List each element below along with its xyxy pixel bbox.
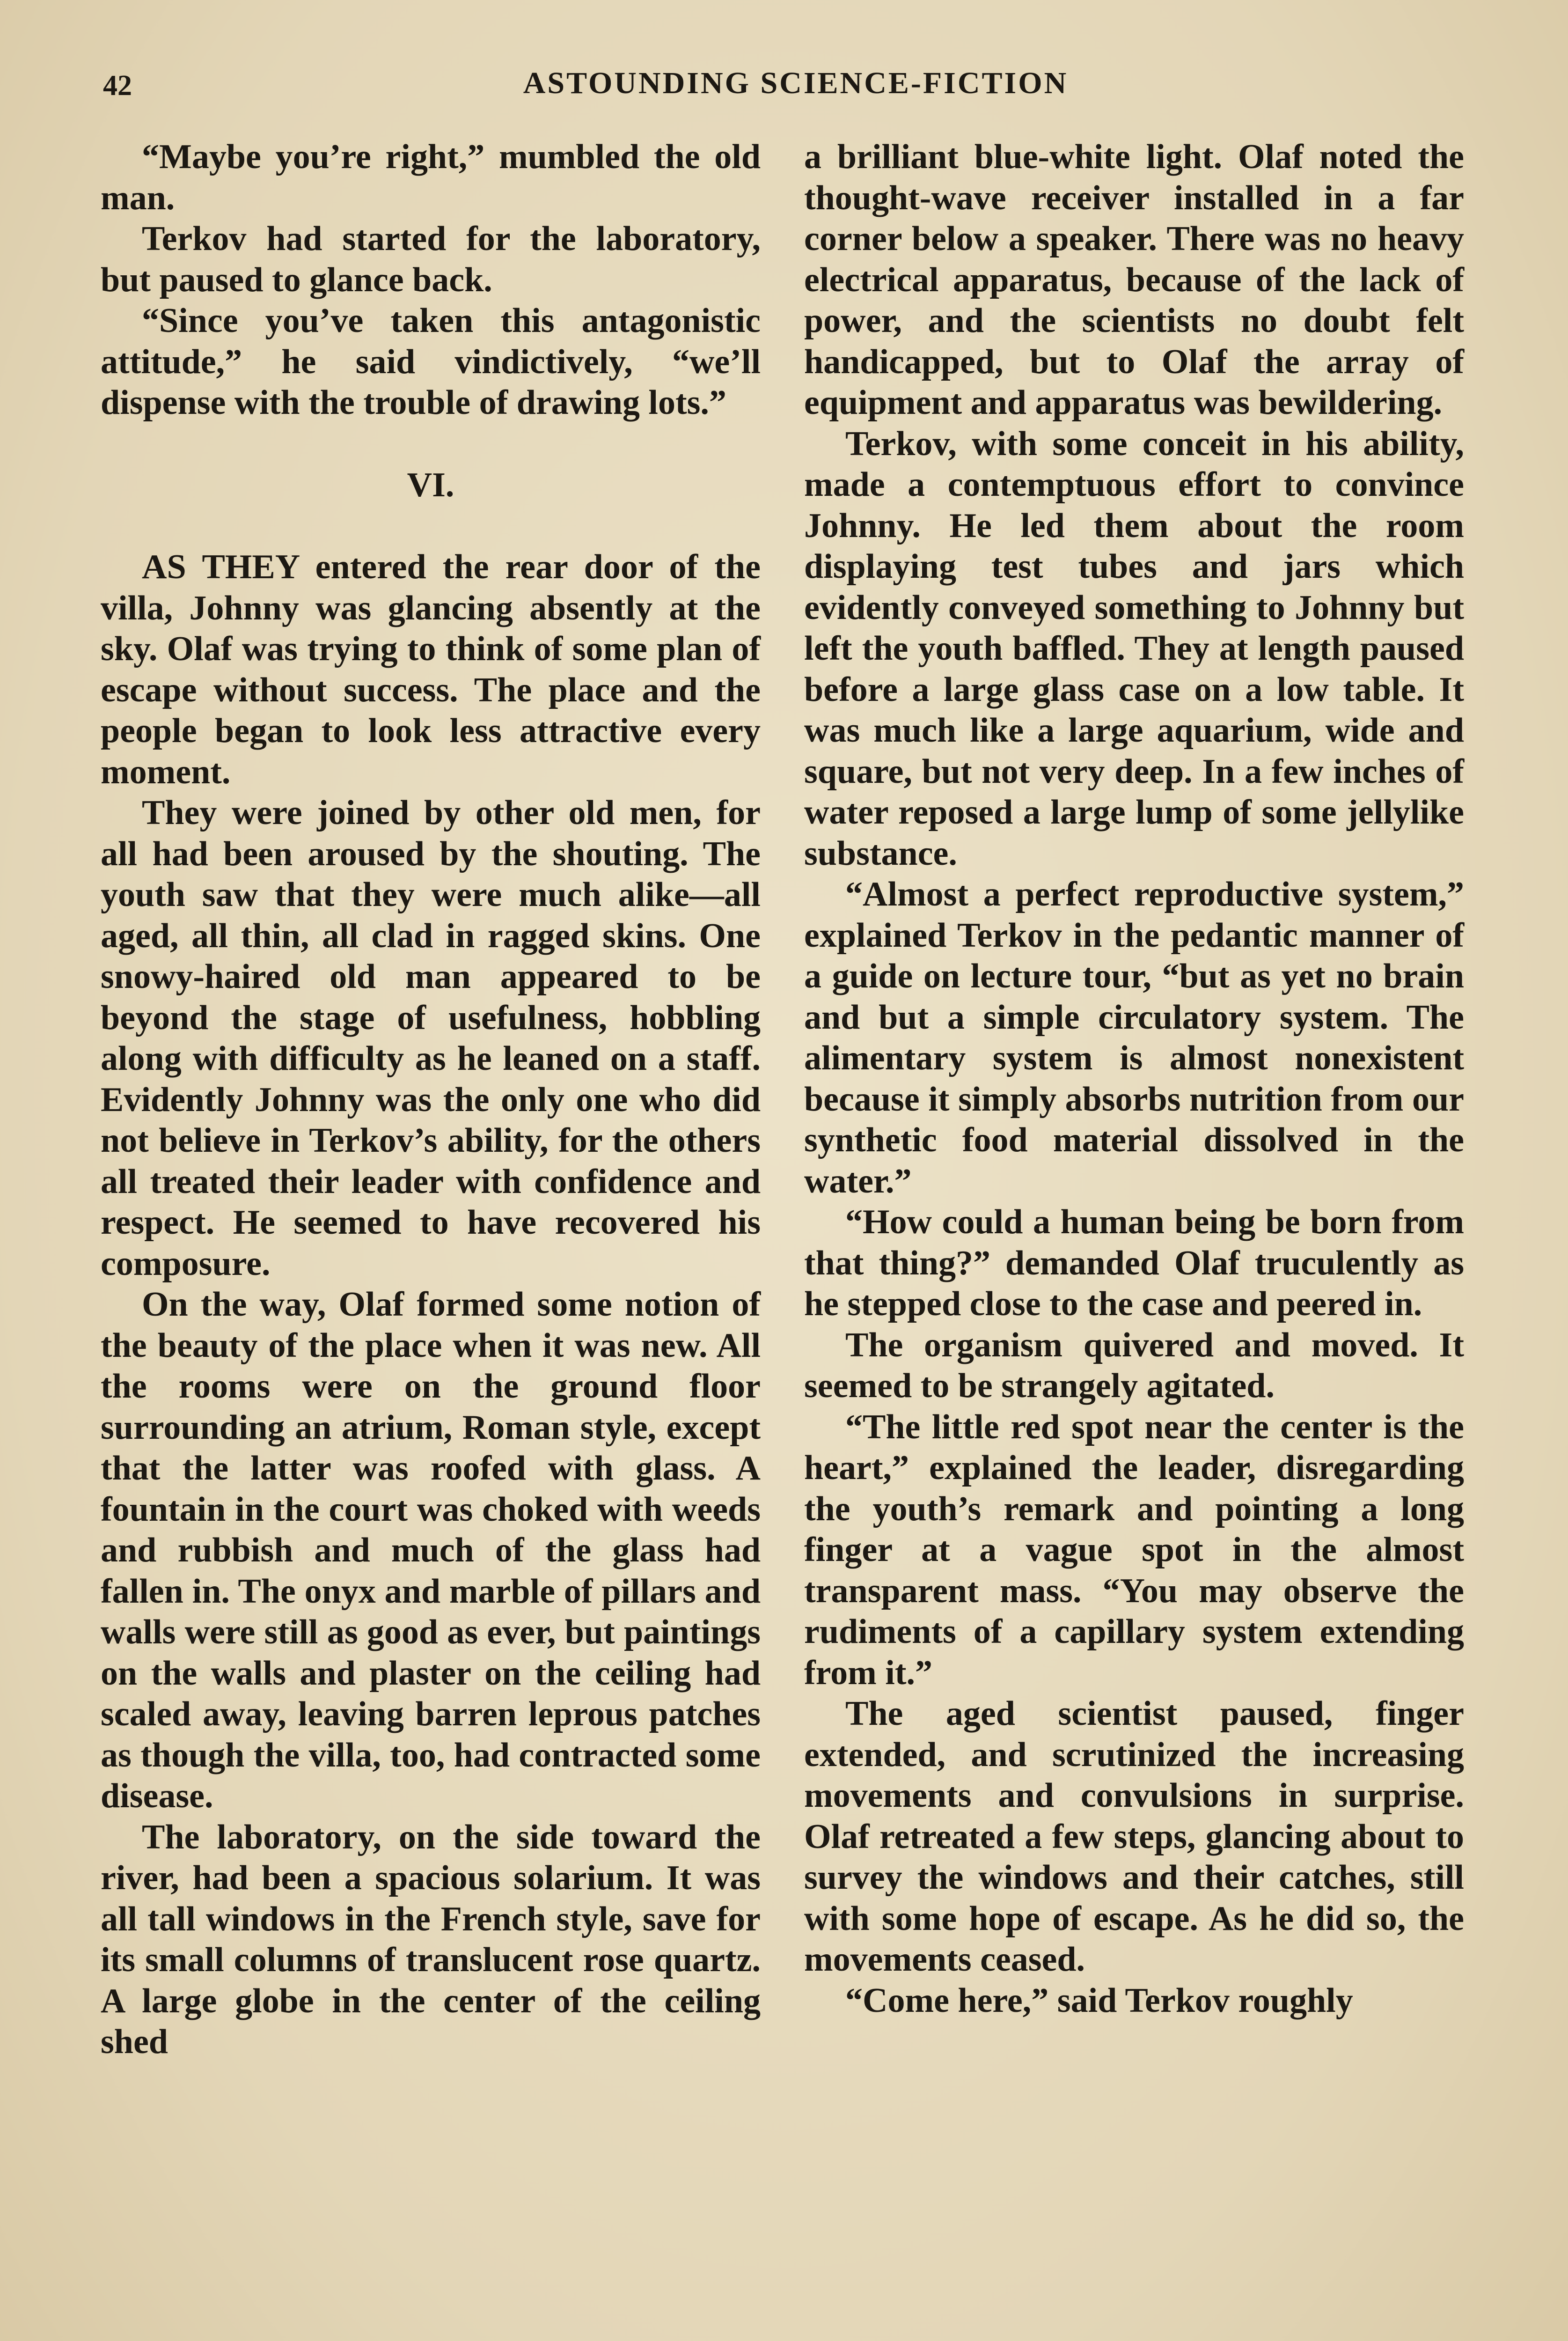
paragraph: “Maybe you’re right,” mumbled the old man. (101, 138, 761, 217)
paragraph: The laboratory, on the side toward the river, had been a spacious solarium. It was all tall windows in the French style, save for its small columns of translucent rose quartz. A large globe in the center of the ceiling shed (101, 1818, 761, 2061)
right-column (804, 137, 1464, 2021)
paragraph: “How could a human being be born from that thing?” demanded Olaf truculently as he stepped close to the case and peered in. (804, 1203, 1464, 1323)
paragraph: “Almost a perfect reproductive system,” explained Terkov in the pedantic manner of a guide on lecture tour, “but as yet no brain and but a simple circulatory system. The alimentary system is almost nonexistent because it simply absorbs nutrition from our synthetic food material dissolved in the water.” (804, 875, 1464, 1200)
paragraph: The organism quivered and moved. It seemed to be strangely agitated. (804, 1325, 1464, 1405)
paragraph-continued: a brilliant blue-white light. Olaf noted the thought-wave receiver installed in a far corner below a speaker. There was no heavy electrical apparatus, because of the lack of power, and the scientists no doubt felt handicapped, but to Olaf the array of equipment and apparatus was bewildering. (804, 138, 1464, 422)
paragraph: The aged scientist paused, finger extended, and scrutinized the increasing movements and convulsions in surprise. Olaf retreated a few steps, glancing about to survey the windows and their catches, still with some hope of escape. As he did so, the movements ceased. (804, 1694, 1464, 1979)
paragraph: Terkov, with some conceit in his ability, made a contemptuous effort to convince Johnny. He led them about the room displaying test tubes and jars which evidently conveyed something to Johnny but left the youth baffled. They at length paused before a large glass case on a low table. It was much like a large aquarium, wide and square, but not very deep. In a few inches of water reposed a large lump of some jellylike substance. (804, 424, 1464, 873)
paragraph: On the way, Olaf formed some notion of the beauty of the place when it was new. All the rooms were on the ground floor surrounding an atrium, Roman style, except that the latter was roofed with glass. A fountain in the court was choked with weeds and rubbish and much of the glass had fallen in. The onyx and marble of pillars and walls were still as good as ever, but paintings on the walls and plaster on the ceiling had scaled away, leaving barren leprous patches as though the villa, too, had contracted some disease. (101, 1285, 761, 1815)
page-header (103, 66, 1488, 108)
section-heading: VI. (407, 465, 454, 504)
paragraph: “Come here,” said Terkov roughly (845, 1981, 1353, 2020)
paragraph: Terkov had started for the laboratory, but paused to glance back. (101, 220, 761, 299)
left-column (101, 137, 761, 2063)
running-title: ASTOUNDING SCIENCE-FICTION (523, 66, 1069, 100)
paragraph: “The little red spot near the center is the heart,” explained the leader, disregarding the youth’s remark and pointing a long finger at a vague spot in the almost transparent mass. “You may observe the rudiments of a capillary system extending from it.” (804, 1407, 1464, 1692)
page-number: 42 (103, 70, 132, 102)
paragraph: AS THEY entered the rear door of the villa, Johnny was glancing absently at the sky. Olaf was trying to think of some plan of escape without success. The place and the people began to look less attractive every moment. (101, 548, 761, 791)
paragraph: They were joined by other old men, for all had been aroused by the shouting. The youth saw that they were much alike—all aged, all thin, all clad in ragged skins. One snowy-haired old man appeared to be beyond the stage of usefulness, hobbling along with difficulty as he leaned on a staff. Evidently Johnny was the only one who did not believe in Terkov’s ability, for the others all treated their leader with confidence and respect. He seemed to have recovered his composure. (101, 794, 761, 1283)
paragraph: “Since you’ve taken this antagonistic attitude,” he said vindictively, “we’ll dispense with the trouble of drawing lots.” (101, 302, 761, 422)
